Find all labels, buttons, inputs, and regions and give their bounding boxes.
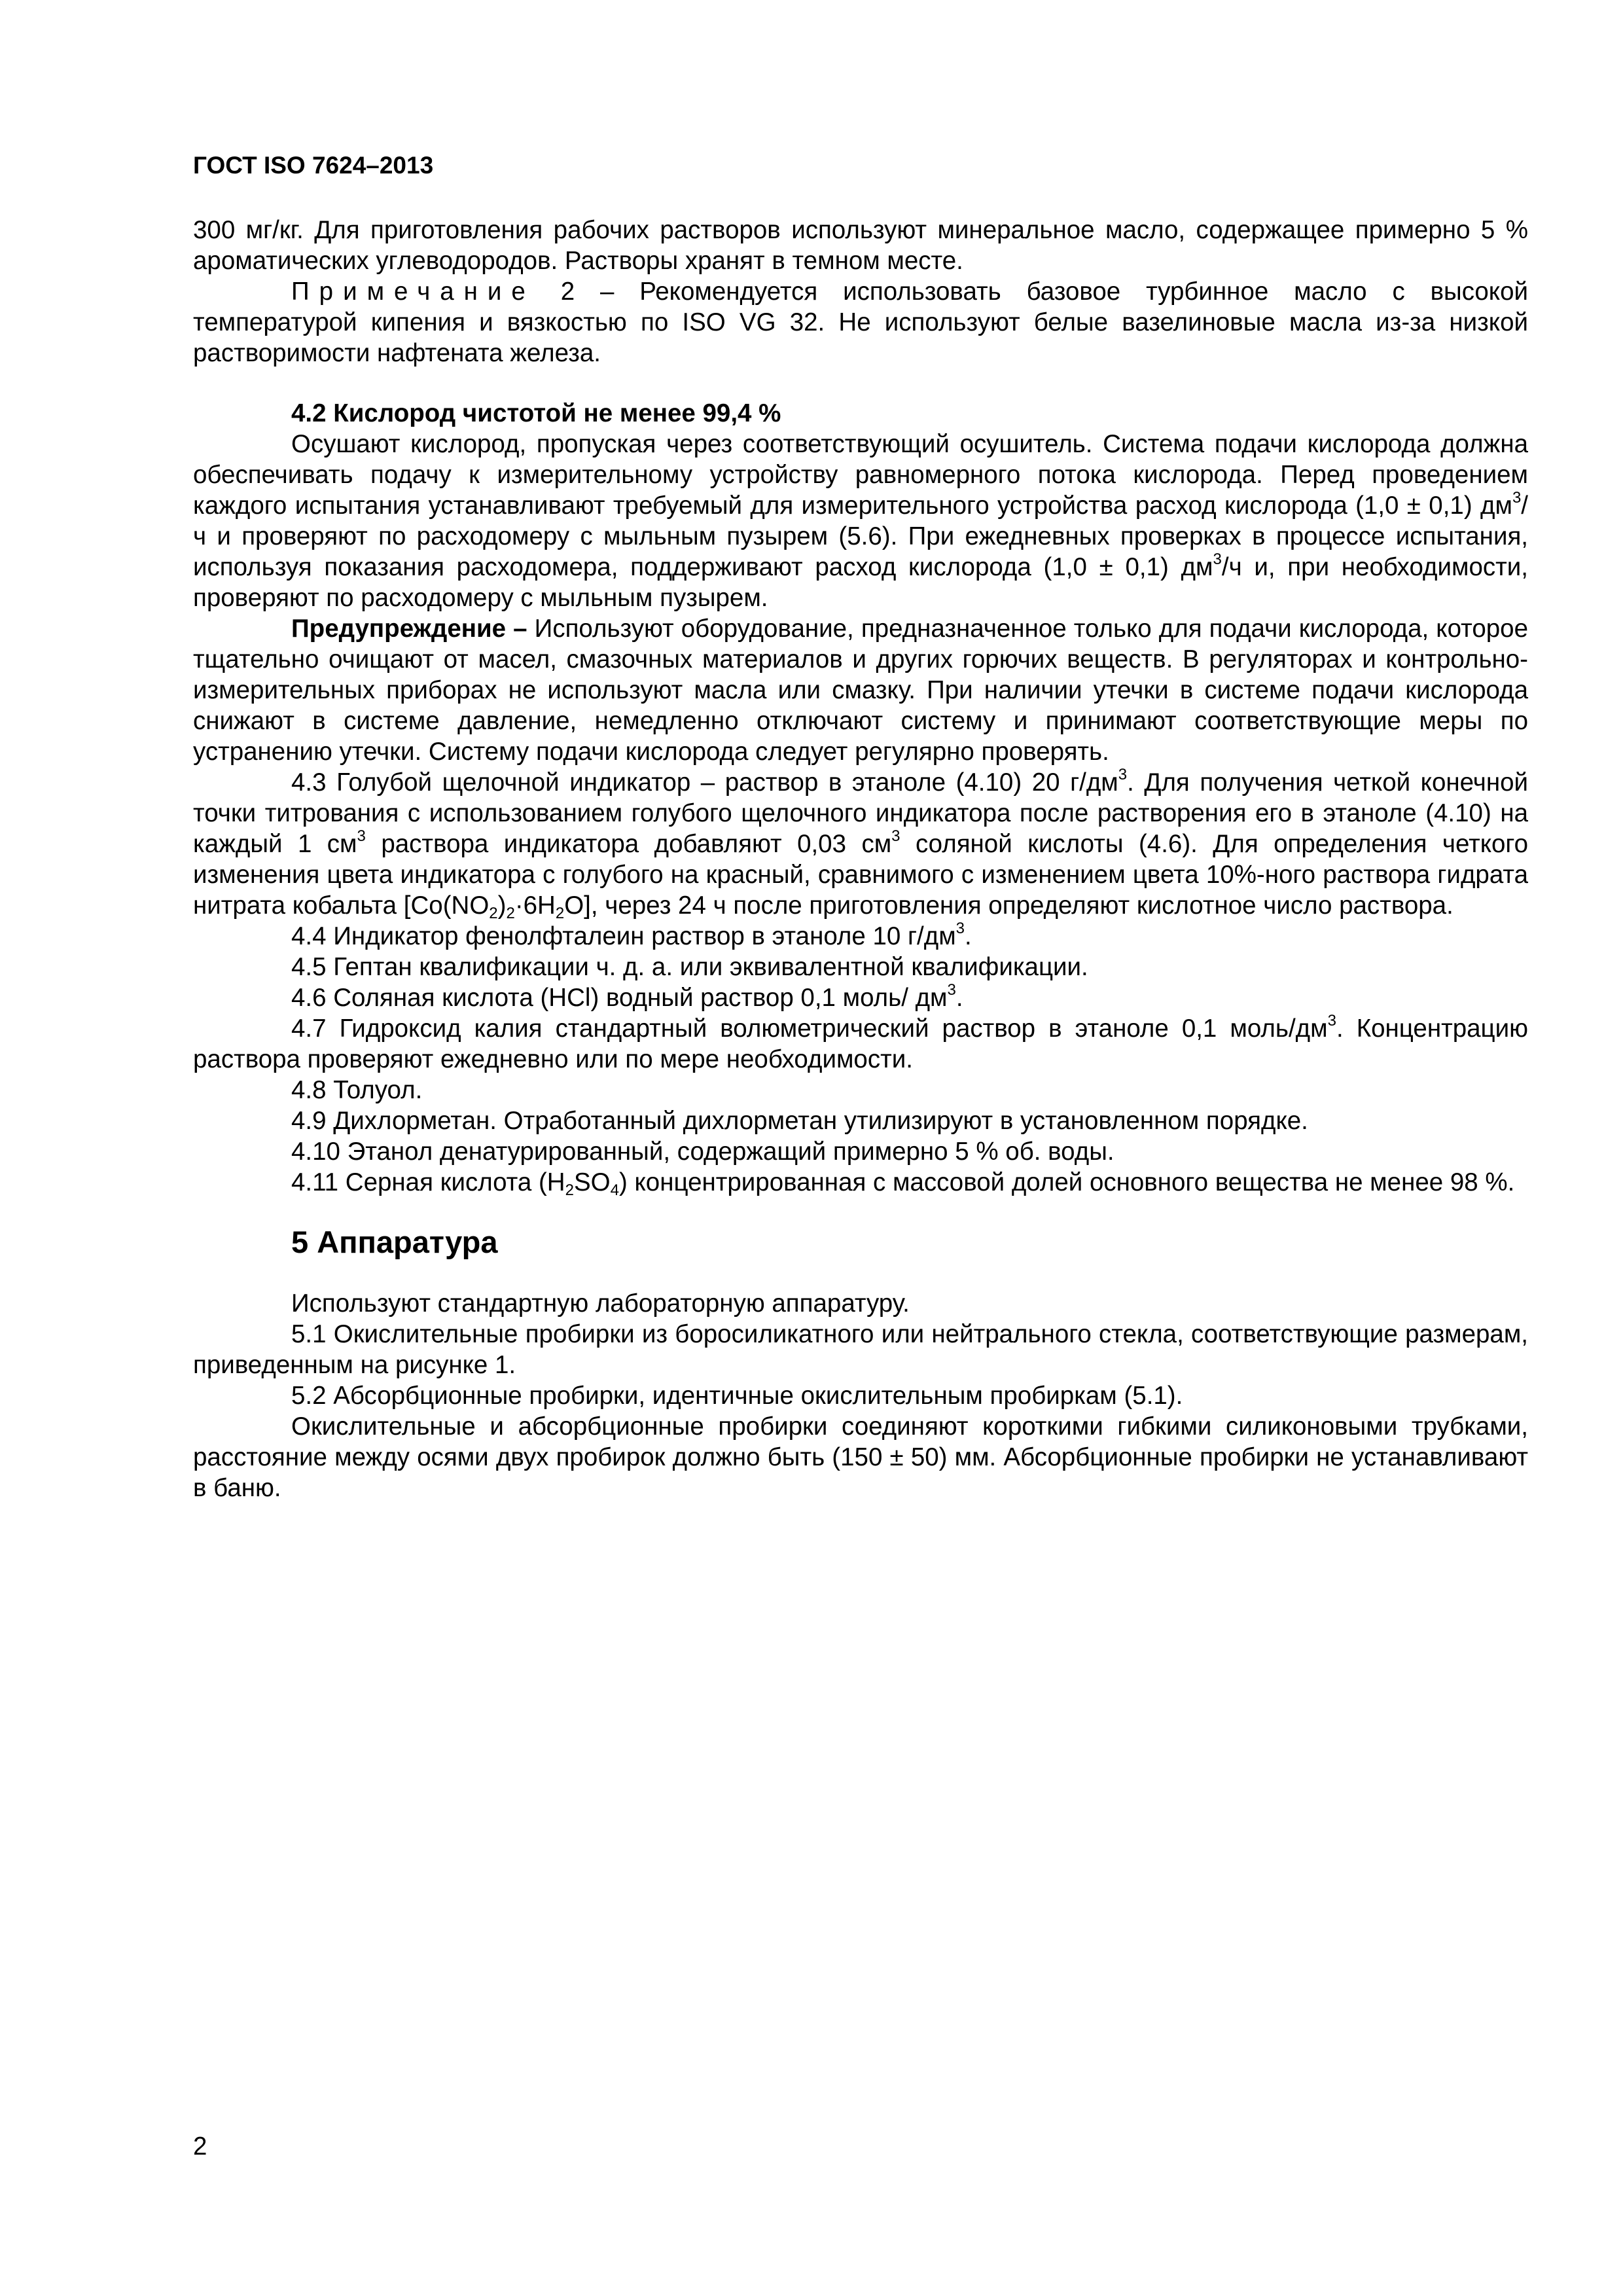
- subscript: 2: [506, 905, 515, 922]
- text-fragment: 4.6 Соляная кислота (HCl) водный раствор 0,1 моль/ дм: [291, 984, 948, 1012]
- paragraph-4-7: [193, 1013, 1528, 1075]
- paragraph-warning: [193, 613, 1528, 767]
- subscript: 2: [565, 1181, 574, 1199]
- section-5-heading: 5 Аппаратура: [291, 1225, 498, 1259]
- document-body: [193, 215, 1528, 1503]
- warning-text: Используют оборудование, предназначенное только для подачи кислорода, которое тщательно очищают от масел, смазочных материалов и других горючих веществ. В регуляторах и контрольно-измерительных приборах не используют масла или смазку. При наличии утечки в системе подачи кислорода снижают в системе давление, немедленно отключают систему и принимают соответствующие меры по устранению утечки. Систему подачи кислорода следует регулярно проверять.: [193, 615, 1528, 766]
- superscript: 3: [1327, 1012, 1336, 1030]
- subscript: 4: [610, 1181, 619, 1199]
- text-fragment: 4.4 Индикатор фенолфталеин раствор в этаноле 10 г/дм: [291, 922, 956, 950]
- text-fragment: 4.11 Серная кислота (H: [291, 1168, 565, 1196]
- superscript: 3: [955, 920, 965, 937]
- text-fragment: . Для получения четкой конечной точки титрования с использованием голубого щелочного индикатора после растворения его в этаноле (4.10) на каждый 1 см: [193, 768, 1528, 858]
- superscript: 3: [947, 981, 956, 999]
- subscript: 2: [555, 905, 565, 922]
- note-text: 2 – Рекомендуется использовать базовое турбинное масло с высокой температурой кипения и вязкостью по ISO VG 32. Не используют белые вазелиновые масла из-за низкой растворимости нафтената железа.: [193, 278, 1528, 367]
- superscript: 3: [891, 827, 901, 845]
- document-header: ГОСТ ISO 7624–2013: [193, 152, 434, 179]
- page-number: 2: [193, 2132, 207, 2161]
- paragraph-5-2: 5.2 Абсорбционные пробирки, идентичные окислительным пробиркам (5.1).: [291, 1382, 1183, 1410]
- superscript: 3: [1118, 766, 1128, 783]
- text-fragment: Осушают кислород, пропуская через соответствующий осушитель. Система подачи кислорода должна обеспечивать подачу к измерительному устройству равномерного потока кислорода. Перед проведением каждого испытания устанавливают требуемый для измерительного устройства расход кислорода (1,0 ± 0,1) дм: [193, 430, 1528, 520]
- text-fragment: SO: [573, 1168, 611, 1196]
- text-fragment: раствора индикатора добавляют 0,03 см: [365, 830, 892, 858]
- text-fragment: 4.7 Гидроксид калия стандартный волюметрический раствор в этаноле 0,1 моль/дм: [291, 1014, 1328, 1043]
- paragraph-5-1: 5.1 Окислительные пробирки из боросиликатного или нейтрального стекла, соответствующие размерам, приведенным на рисунке 1.: [193, 1320, 1528, 1379]
- text-fragment: /ч и, при необходимости, проверяют по расходомеру с мыльным пузырем.: [193, 553, 1528, 612]
- paragraph-4-9: 4.9 Дихлорметан. Отработанный дихлорметан утилизируют в установленном порядке.: [291, 1107, 1308, 1135]
- paragraph-4-5: 4.5 Гептан квалификации ч. д. а. или эквивалентной квалификации.: [291, 953, 1088, 981]
- subscript: 2: [489, 905, 498, 922]
- text-fragment: ·6H: [514, 891, 556, 920]
- paragraph-5-last: Окислительные и абсорбционные пробирки соединяют короткими гибкими силиконовыми трубками, расстояние между осями двух пробирок должно быть (150 ± 50) мм. Абсорбционные пробирки не устанавливают в баню.: [193, 1412, 1528, 1502]
- text-fragment: 4.3 Голубой щелочной индикатор – раствор в этаноле (4.10) 20 г/дм: [291, 768, 1118, 797]
- text-fragment: .: [955, 984, 963, 1012]
- text-fragment: /ч и проверяют по расходомеру с мыльным пузырем (5.6). При ежедневных проверках в процессе испытания, используя показания расходомера, поддерживают расход кислорода (1,0 ± 0,1) дм: [193, 492, 1528, 581]
- paragraph-4-6: [193, 982, 1528, 1013]
- text-fragment: соляной кислоты (4.6). Для определения четкого изменения цвета индикатора с голубого на красный, сравнимого с изменением цвета 10%-ного раствора гидрата нитрата кобальта [Co(NO: [193, 830, 1529, 920]
- superscript: 3: [1512, 489, 1522, 507]
- text-fragment: O], через 24 ч после приготовления определяют кислотное число раствора.: [564, 891, 1454, 920]
- section-4-2-heading: 4.2 Кислород чистотой не менее 99,4 %: [291, 399, 781, 427]
- paragraph-5-intro: Используют стандартную лабораторную аппаратуру.: [291, 1289, 910, 1318]
- text-fragment: .: [965, 922, 972, 950]
- paragraph-4-10: 4.10 Этанол денатурированный, содержащий примерно 5 % об. воды.: [291, 1138, 1115, 1166]
- superscript: 3: [1213, 550, 1222, 568]
- paragraph-4-11: [193, 1167, 1528, 1198]
- text-fragment: ) концентрированная с массовой долей основного вещества не менее 98 %.: [618, 1168, 1515, 1196]
- paragraph-4-4: [193, 921, 1528, 952]
- warning-label: Предупреждение –: [291, 615, 527, 643]
- paragraph-note-2: [193, 276, 1528, 368]
- text-fragment: . Концентрацию раствора проверяют ежедневно или по мере необходимости.: [193, 1014, 1528, 1073]
- paragraph-intro: 300 мг/кг. Для приготовления рабочих растворов используют минеральное масло, содержащее примерно 5 % ароматических углеводородов. Растворы хранят в темном месте.: [193, 216, 1528, 275]
- paragraph-4-8: 4.8 Толуол.: [291, 1076, 423, 1104]
- paragraph-4-2: [193, 429, 1528, 613]
- superscript: 3: [357, 827, 366, 845]
- text-fragment: ): [497, 891, 507, 920]
- paragraph-4-3: [193, 767, 1528, 921]
- note-label: Примечание: [291, 278, 535, 306]
